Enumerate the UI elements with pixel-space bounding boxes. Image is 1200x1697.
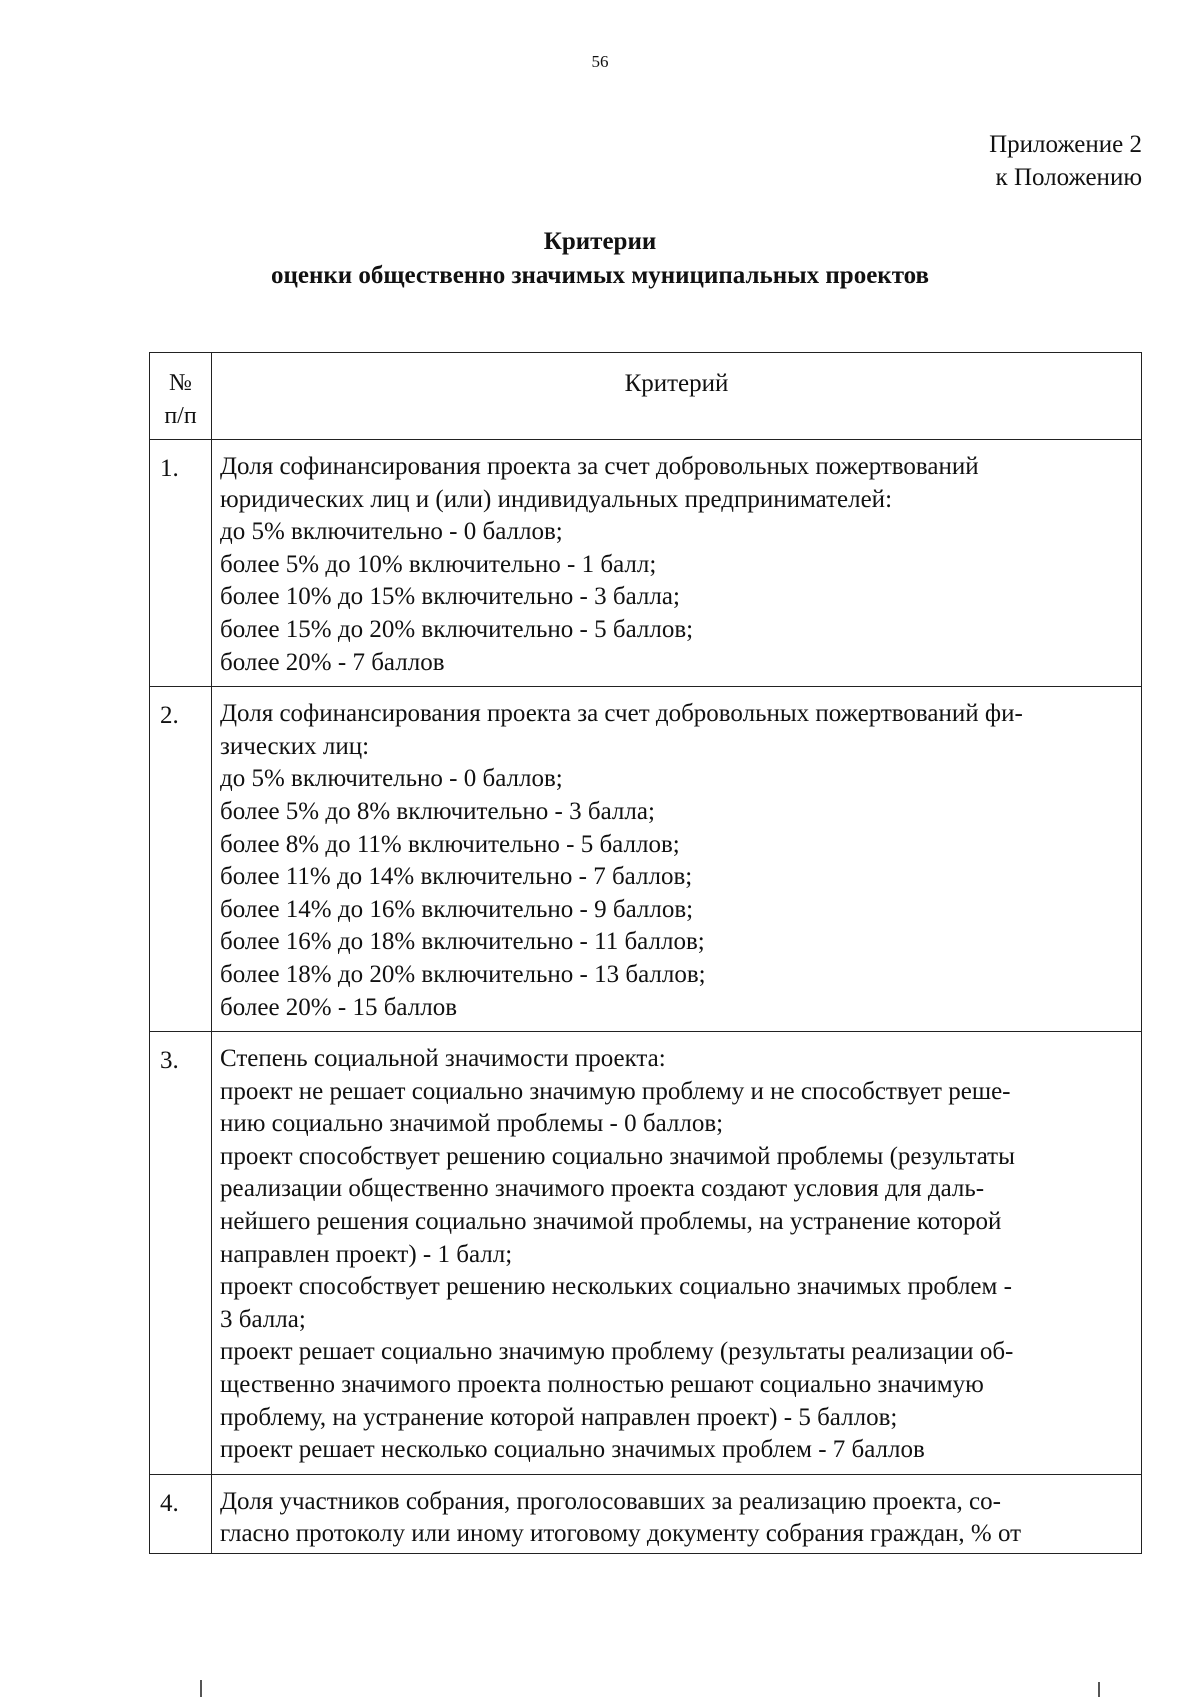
document-title: [0, 225, 1200, 293]
criterion-line: более 5% до 10% включительно - 1 балл;: [220, 550, 657, 578]
row-number: 4.: [150, 1474, 212, 1553]
number-header-line-2: п/п: [164, 403, 197, 429]
criterion-column-header: Критерий: [212, 353, 1142, 440]
number-header-line-1: №: [169, 370, 192, 396]
criterion-line: до 5% включительно - 0 баллов;: [220, 518, 563, 546]
criterion-line: проект не решает социально значимую проблему и не способствует реше-: [220, 1077, 1011, 1105]
page-number: 56: [591, 52, 609, 71]
criterion-line: гласно протоколу или иному итоговому документу собрания граждан, % от: [220, 1520, 1022, 1548]
scan-edge-mark-left: [200, 1680, 202, 1697]
criterion-line: более 15% до 20% включительно - 5 баллов;: [220, 615, 694, 643]
criterion-line: Доля софинансирования проекта за счет добровольных пожертвований фи-: [220, 700, 1023, 728]
table-header-row: [150, 353, 1142, 440]
criterion-line: до 5% включительно - 0 баллов;: [220, 765, 563, 793]
row-number: 2.: [150, 687, 212, 1032]
criterion-line: щественно значимого проекта полностью решают социально значимую: [220, 1371, 984, 1399]
criteria-table: [149, 352, 1142, 1554]
criterion-line: более 16% до 18% включительно - 11 баллов;: [220, 928, 705, 956]
criterion-line: юридических лиц и (или) индивидуальных предпринимателей:: [220, 485, 893, 513]
appendix-line-1: Приложение 2: [989, 131, 1142, 158]
criterion-line: Степень социальной значимости проекта:: [220, 1045, 666, 1073]
row-number: 1.: [150, 440, 212, 687]
table-row: [150, 687, 1142, 1032]
criterion-text: [212, 687, 1142, 1032]
criterion-line: проблему, на устранение которой направлен проект) - 5 баллов;: [220, 1403, 898, 1431]
criterion-line: более 8% до 11% включительно - 5 баллов;: [220, 830, 680, 858]
criteria-table-body: [150, 440, 1142, 1554]
criterion-line: направлен проект) - 1 балл;: [220, 1240, 513, 1268]
scan-edge-mark-right: [1098, 1682, 1100, 1697]
criterion-line: более 20% - 7 баллов: [220, 648, 445, 676]
table-row: [150, 440, 1142, 687]
criterion-line: проект решает социально значимую проблему (результаты реализации об-: [220, 1338, 1014, 1366]
criterion-line: нию социально значимой проблемы - 0 баллов;: [220, 1110, 724, 1138]
appendix-label: [989, 128, 1142, 194]
criterion-line: 3 балла;: [220, 1305, 306, 1333]
criterion-line: более 20% - 15 баллов: [220, 993, 457, 1021]
criterion-line: Доля софинансирования проекта за счет добровольных пожертвований: [220, 453, 979, 480]
table-row: [150, 1032, 1142, 1475]
criterion-text: [212, 440, 1142, 687]
criterion-line: более 18% до 20% включительно - 13 баллов;: [220, 960, 706, 988]
criterion-line: проект решает несколько социально значимых проблем - 7 баллов: [220, 1436, 925, 1464]
criterion-line: проект способствует решению социально значимой проблемы (результаты: [220, 1142, 1015, 1170]
table-row: [150, 1474, 1142, 1553]
criterion-line: Доля участников собрания, проголосовавших за реализацию проекта, со-: [220, 1487, 1001, 1515]
criterion-line: зических лиц:: [220, 732, 370, 760]
criterion-line: более 10% до 15% включительно - 3 балла;: [220, 583, 680, 611]
criterion-line: более 5% до 8% включительно - 3 балла;: [220, 797, 655, 825]
appendix-line-2: к Положению: [995, 164, 1142, 191]
criterion-line: более 11% до 14% включительно - 7 баллов;: [220, 863, 693, 891]
criterion-line: реализации общественно значимого проекта создают условия для даль-: [220, 1175, 985, 1203]
criterion-line: более 14% до 16% включительно - 9 баллов;: [220, 895, 694, 923]
title-line-2: оценки общественно значимых муниципальных проектов: [270, 262, 930, 289]
criterion-text: [212, 1474, 1142, 1553]
title-line-1: Критерии: [543, 228, 657, 255]
criterion-line: нейшего решения социально значимой проблемы, на устранение которой: [220, 1208, 1002, 1236]
row-number: 3.: [150, 1032, 212, 1475]
number-column-header: [150, 353, 212, 440]
criterion-text: [212, 1032, 1142, 1475]
criterion-line: проект способствует решению нескольких социально значимых проблем -: [220, 1273, 1012, 1301]
